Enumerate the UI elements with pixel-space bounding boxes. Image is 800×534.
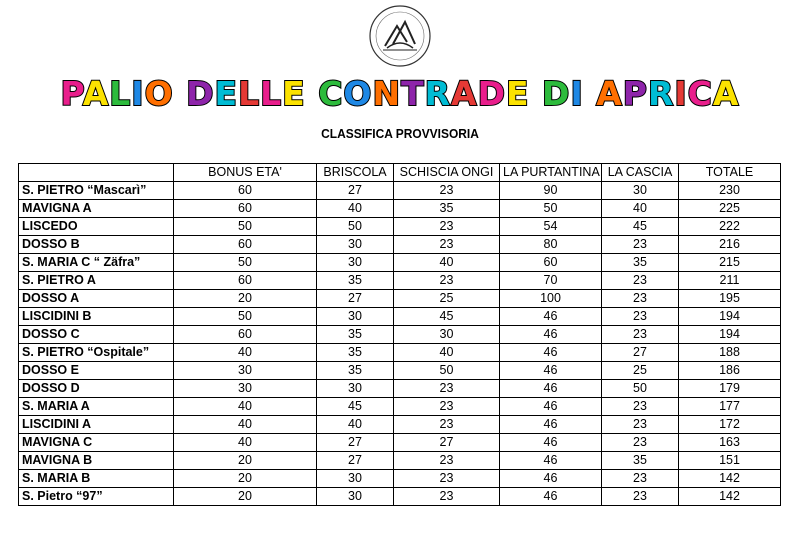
score-cell: 60 bbox=[174, 182, 317, 200]
score-cell: 60 bbox=[174, 200, 317, 218]
score-cell: 23 bbox=[394, 380, 500, 398]
score-cell: 23 bbox=[602, 326, 679, 344]
score-cell: 30 bbox=[174, 362, 317, 380]
table-row bbox=[19, 380, 781, 398]
score-cell: 30 bbox=[317, 380, 394, 398]
score-cell: 20 bbox=[174, 452, 317, 470]
score-cell: 177 bbox=[679, 398, 781, 416]
score-cell: 23 bbox=[394, 398, 500, 416]
table-row bbox=[19, 272, 781, 290]
score-cell: 23 bbox=[394, 470, 500, 488]
score-cell: 23 bbox=[394, 416, 500, 434]
score-cell: 54 bbox=[500, 218, 602, 236]
score-cell: 40 bbox=[602, 200, 679, 218]
score-cell: 46 bbox=[500, 488, 602, 506]
table-row bbox=[19, 218, 781, 236]
score-cell: 30 bbox=[394, 326, 500, 344]
table-row bbox=[19, 470, 781, 488]
score-cell: 60 bbox=[174, 236, 317, 254]
score-cell: 215 bbox=[679, 254, 781, 272]
contrada-name-cell: LISCIDINI A bbox=[19, 416, 174, 434]
score-cell: 27 bbox=[317, 434, 394, 452]
table-row bbox=[19, 452, 781, 470]
contrada-name-cell: LISCEDO bbox=[19, 218, 174, 236]
score-cell: 50 bbox=[394, 362, 500, 380]
score-cell: 20 bbox=[174, 488, 317, 506]
score-cell: 194 bbox=[679, 308, 781, 326]
score-cell: 27 bbox=[317, 452, 394, 470]
score-cell: 30 bbox=[317, 254, 394, 272]
contrada-name-cell: S. Pietro “97” bbox=[19, 488, 174, 506]
score-cell: 35 bbox=[602, 452, 679, 470]
page-subtitle: CLASSIFICA PROVVISORIA bbox=[321, 126, 479, 141]
column-header: TOTALE bbox=[679, 164, 781, 182]
column-header: BONUS ETA' bbox=[174, 164, 317, 182]
contrada-name-cell: DOSSO C bbox=[19, 326, 174, 344]
contrada-name-cell: S. PIETRO A bbox=[19, 272, 174, 290]
table-row bbox=[19, 434, 781, 452]
score-cell: 23 bbox=[394, 272, 500, 290]
score-cell: 45 bbox=[317, 398, 394, 416]
score-cell: 27 bbox=[602, 344, 679, 362]
table-row bbox=[19, 344, 781, 362]
table-body bbox=[19, 182, 781, 506]
score-cell: 90 bbox=[500, 182, 602, 200]
contrada-name-cell: MAVIGNA C bbox=[19, 434, 174, 452]
score-cell: 188 bbox=[679, 344, 781, 362]
score-cell: 35 bbox=[317, 344, 394, 362]
score-cell: 100 bbox=[500, 290, 602, 308]
score-cell: 45 bbox=[394, 308, 500, 326]
score-cell: 45 bbox=[602, 218, 679, 236]
score-cell: 50 bbox=[174, 254, 317, 272]
contrada-name-cell: DOSSO D bbox=[19, 380, 174, 398]
score-cell: 50 bbox=[317, 218, 394, 236]
column-header bbox=[19, 164, 174, 182]
score-cell: 35 bbox=[394, 200, 500, 218]
score-cell: 27 bbox=[317, 290, 394, 308]
score-cell: 46 bbox=[500, 452, 602, 470]
score-cell: 151 bbox=[679, 452, 781, 470]
score-cell: 23 bbox=[602, 434, 679, 452]
score-cell: 30 bbox=[602, 182, 679, 200]
score-cell: 50 bbox=[500, 200, 602, 218]
score-cell: 46 bbox=[500, 380, 602, 398]
score-cell: 50 bbox=[174, 218, 317, 236]
score-cell: 142 bbox=[679, 470, 781, 488]
column-header: SCHISCIA ONGI bbox=[394, 164, 500, 182]
score-cell: 40 bbox=[174, 344, 317, 362]
contrada-name-cell: LISCIDINI B bbox=[19, 308, 174, 326]
score-cell: 23 bbox=[394, 236, 500, 254]
score-cell: 30 bbox=[317, 236, 394, 254]
score-cell: 23 bbox=[602, 470, 679, 488]
table-row bbox=[19, 488, 781, 506]
score-cell: 225 bbox=[679, 200, 781, 218]
score-cell: 23 bbox=[394, 452, 500, 470]
table-row bbox=[19, 200, 781, 218]
contrada-name-cell: DOSSO E bbox=[19, 362, 174, 380]
column-header: BRISCOLA bbox=[317, 164, 394, 182]
score-cell: 70 bbox=[500, 272, 602, 290]
score-cell: 40 bbox=[174, 416, 317, 434]
contrada-name-cell: S. PIETRO “Ospitale” bbox=[19, 344, 174, 362]
contrada-name-cell: S. MARIA A bbox=[19, 398, 174, 416]
contrada-name-cell: DOSSO A bbox=[19, 290, 174, 308]
score-cell: 50 bbox=[602, 380, 679, 398]
score-cell: 230 bbox=[679, 182, 781, 200]
contrada-name-cell: S. PIETRO “Mascarì” bbox=[19, 182, 174, 200]
ranking-table bbox=[18, 163, 781, 506]
score-cell: 23 bbox=[602, 236, 679, 254]
table-row bbox=[19, 254, 781, 272]
score-cell: 186 bbox=[679, 362, 781, 380]
score-cell: 195 bbox=[679, 290, 781, 308]
score-cell: 60 bbox=[174, 272, 317, 290]
score-cell: 46 bbox=[500, 434, 602, 452]
score-cell: 211 bbox=[679, 272, 781, 290]
score-cell: 46 bbox=[500, 308, 602, 326]
score-cell: 20 bbox=[174, 290, 317, 308]
contrada-name-cell: DOSSO B bbox=[19, 236, 174, 254]
score-cell: 35 bbox=[317, 272, 394, 290]
score-cell: 40 bbox=[174, 398, 317, 416]
contrada-name-cell: S. MARIA B bbox=[19, 470, 174, 488]
score-cell: 40 bbox=[394, 254, 500, 272]
contrada-name-cell: MAVIGNA A bbox=[19, 200, 174, 218]
score-cell: 46 bbox=[500, 470, 602, 488]
table-row bbox=[19, 182, 781, 200]
score-cell: 80 bbox=[500, 236, 602, 254]
score-cell: 27 bbox=[394, 434, 500, 452]
score-cell: 23 bbox=[602, 272, 679, 290]
score-cell: 23 bbox=[602, 290, 679, 308]
table-row bbox=[19, 326, 781, 344]
score-cell: 35 bbox=[317, 362, 394, 380]
score-cell: 23 bbox=[602, 416, 679, 434]
table-row bbox=[19, 398, 781, 416]
score-cell: 172 bbox=[679, 416, 781, 434]
score-cell: 216 bbox=[679, 236, 781, 254]
score-cell: 40 bbox=[394, 344, 500, 362]
score-cell: 142 bbox=[679, 488, 781, 506]
score-cell: 30 bbox=[317, 488, 394, 506]
score-cell: 20 bbox=[174, 470, 317, 488]
score-cell: 23 bbox=[394, 182, 500, 200]
score-cell: 46 bbox=[500, 326, 602, 344]
contrada-name-cell: S. MARIA C “ Zäfra” bbox=[19, 254, 174, 272]
page-title: PALIO DELLE CONTRADE DI APRICA bbox=[60, 74, 740, 113]
score-cell: 50 bbox=[174, 308, 317, 326]
score-cell: 25 bbox=[602, 362, 679, 380]
score-cell: 27 bbox=[317, 182, 394, 200]
score-cell: 23 bbox=[602, 398, 679, 416]
table-row bbox=[19, 308, 781, 326]
table-header-row bbox=[19, 164, 781, 182]
table-row bbox=[19, 290, 781, 308]
table-row bbox=[19, 362, 781, 380]
score-cell: 23 bbox=[602, 308, 679, 326]
contrada-name-cell: MAVIGNA B bbox=[19, 452, 174, 470]
score-cell: 163 bbox=[679, 434, 781, 452]
table-row bbox=[19, 416, 781, 434]
table-row bbox=[19, 236, 781, 254]
column-header: LA CASCIA bbox=[602, 164, 679, 182]
score-cell: 46 bbox=[500, 398, 602, 416]
score-cell: 60 bbox=[174, 326, 317, 344]
score-cell: 30 bbox=[317, 308, 394, 326]
score-cell: 40 bbox=[317, 416, 394, 434]
score-cell: 222 bbox=[679, 218, 781, 236]
score-cell: 23 bbox=[394, 218, 500, 236]
score-cell: 35 bbox=[602, 254, 679, 272]
score-cell: 23 bbox=[394, 488, 500, 506]
score-cell: 23 bbox=[602, 488, 679, 506]
score-cell: 46 bbox=[500, 362, 602, 380]
score-cell: 46 bbox=[500, 344, 602, 362]
palio-seal-logo-icon bbox=[363, 4, 437, 68]
score-cell: 40 bbox=[317, 200, 394, 218]
score-cell: 46 bbox=[500, 416, 602, 434]
score-cell: 25 bbox=[394, 290, 500, 308]
score-cell: 30 bbox=[174, 380, 317, 398]
score-cell: 35 bbox=[317, 326, 394, 344]
column-header: LA PURTANTINA bbox=[500, 164, 602, 182]
score-cell: 60 bbox=[500, 254, 602, 272]
score-cell: 40 bbox=[174, 434, 317, 452]
score-cell: 194 bbox=[679, 326, 781, 344]
score-cell: 179 bbox=[679, 380, 781, 398]
score-cell: 30 bbox=[317, 470, 394, 488]
